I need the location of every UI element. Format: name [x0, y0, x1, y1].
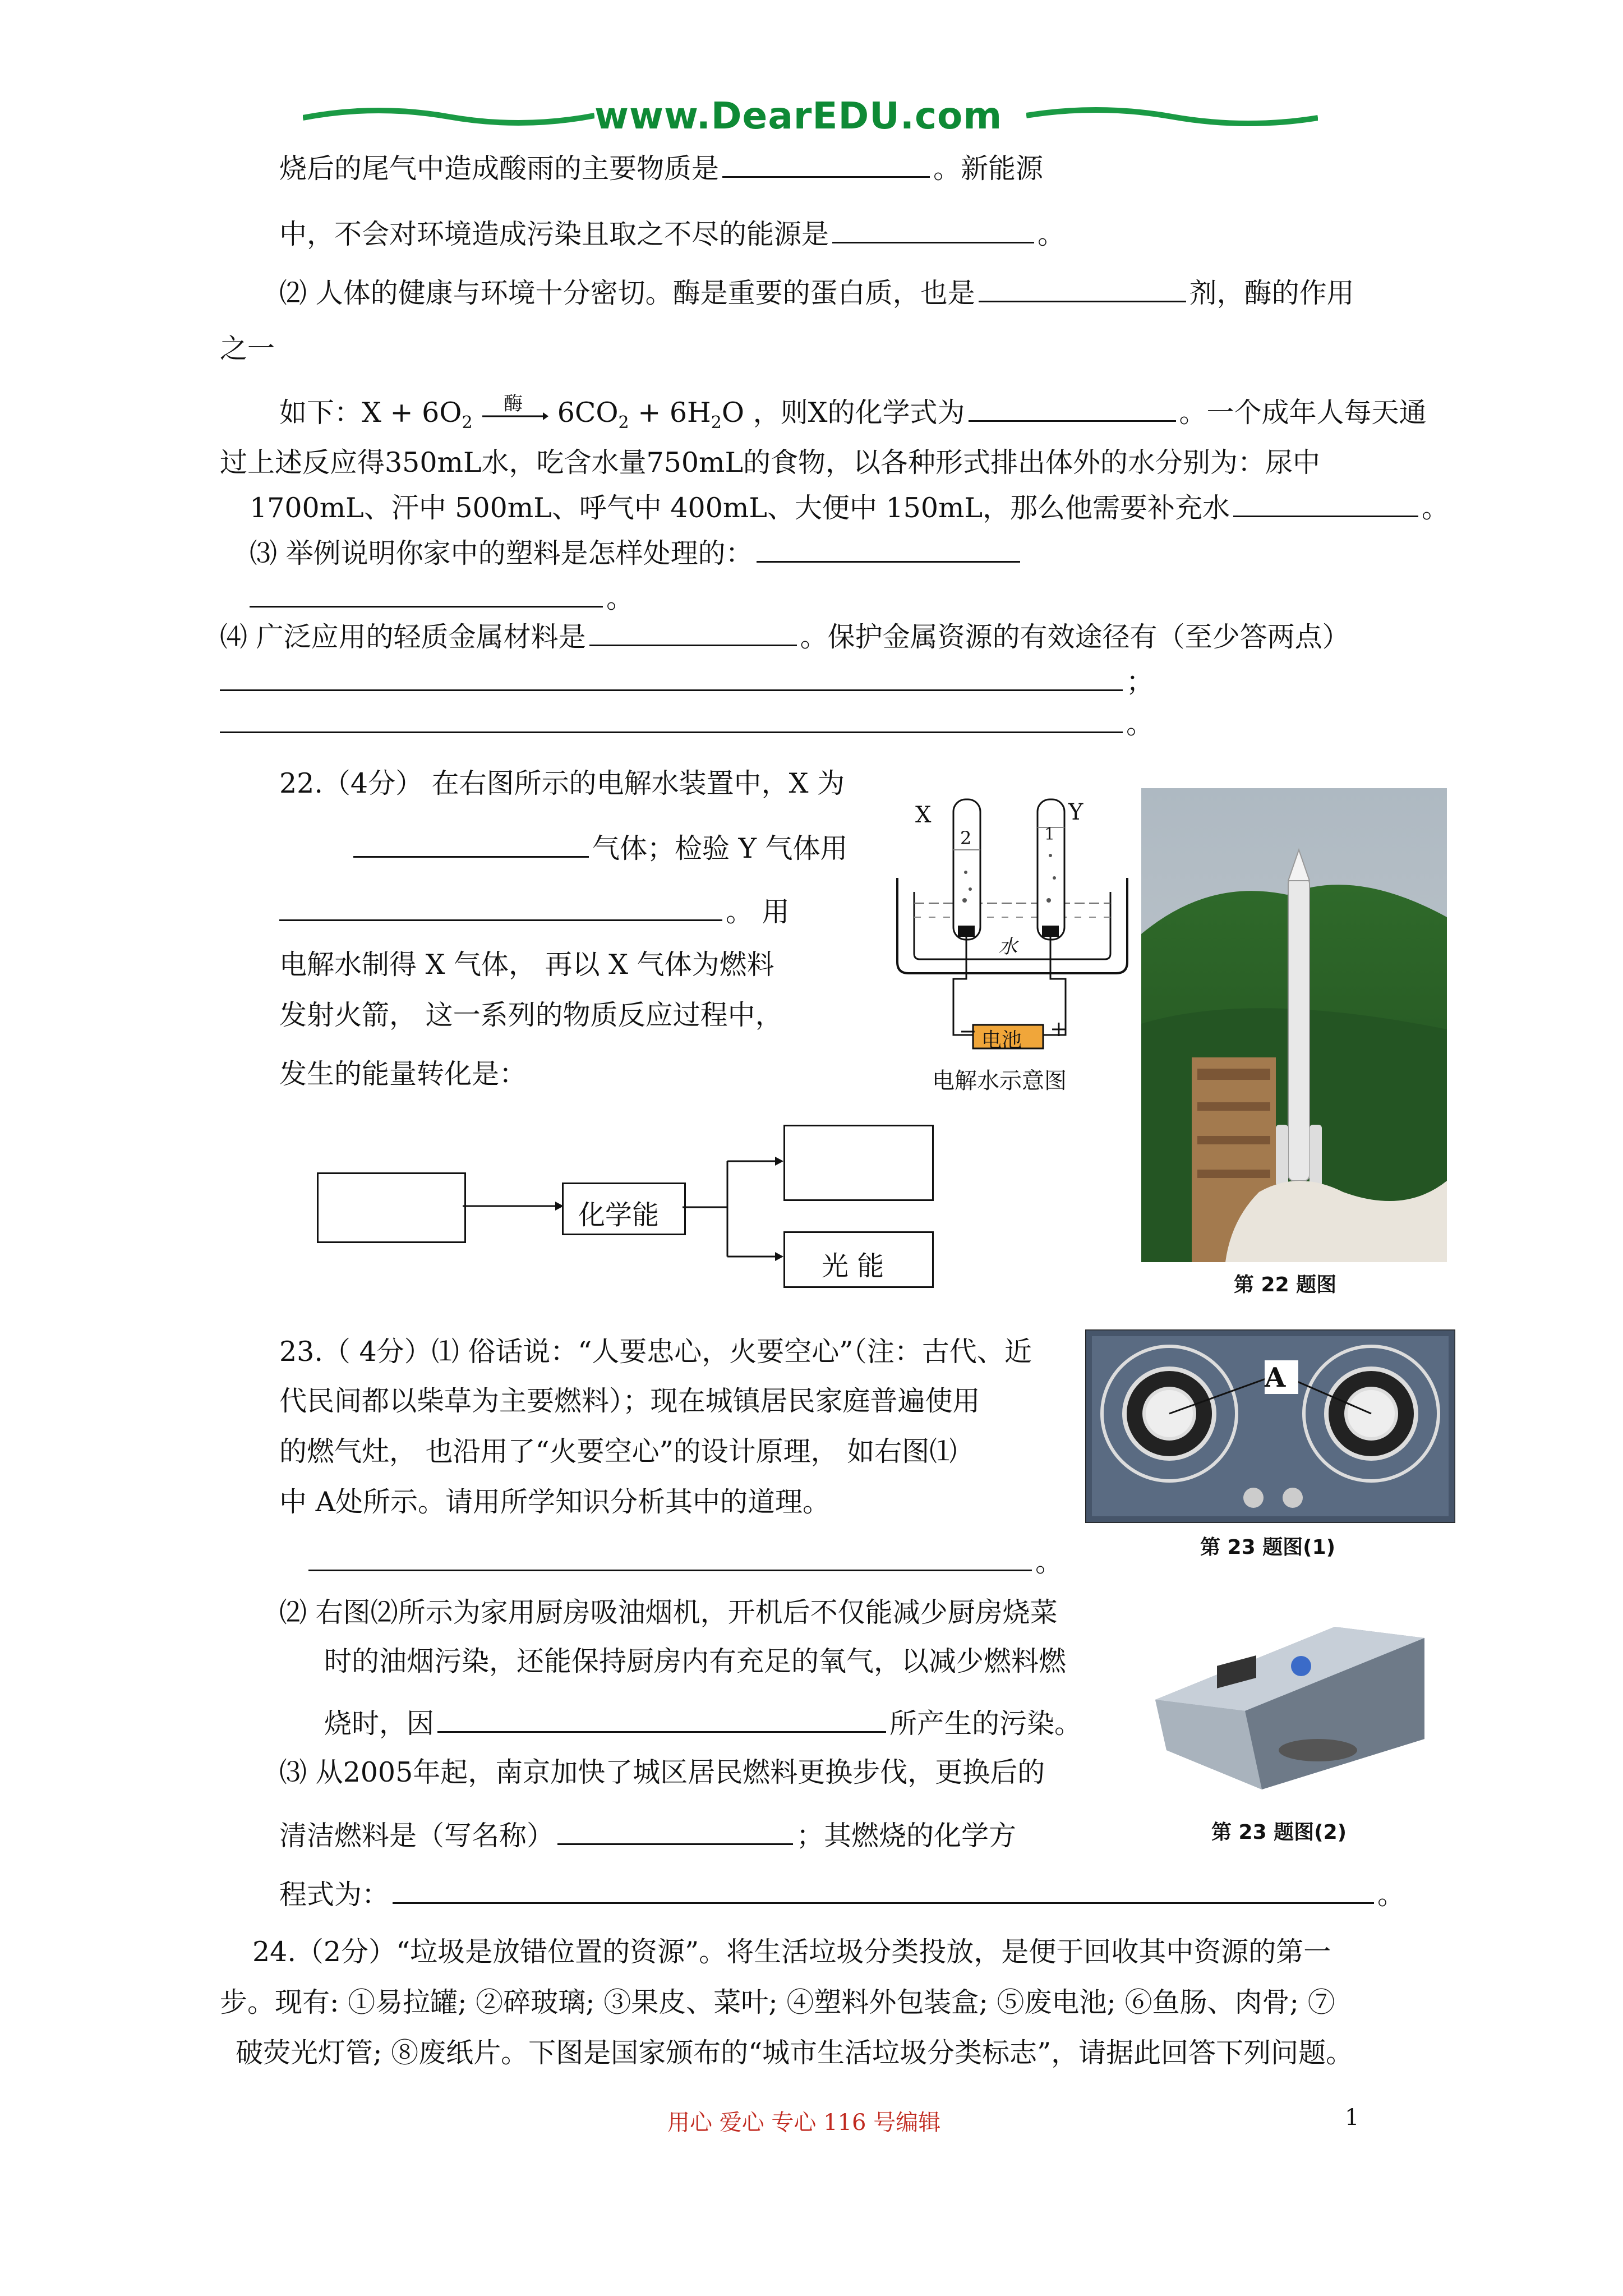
text-line: ⑶ 举例说明你家中的塑料是怎样处理的：	[250, 535, 1023, 570]
flow-branch-arrows	[683, 1139, 783, 1273]
equation-line: 如下：$X + 6O_2$ 酶 $6CO_2 + 6H_2O$ ，则X的化学式为 。一个成年人每天通	[279, 392, 1427, 432]
stove-label-a: A	[1265, 1362, 1286, 1393]
footer-text: 用心 爱心 专心 116 号编辑	[667, 2110, 941, 2136]
text-line: ⑷ 广泛应用的轻质金属材料是 。保护金属资源的有效途径有（至少答两点）	[220, 619, 1350, 654]
diagram-caption: 电解水示意图	[932, 1068, 1067, 1094]
text-line: 发生的能量转化是：	[279, 1058, 527, 1090]
header-wave-left	[303, 101, 594, 135]
range-hood-photo	[1133, 1604, 1424, 1803]
label-x: X	[915, 802, 932, 828]
text-line: 中，不会对环境造成污染且取之不尽的能源是 。	[279, 216, 1065, 251]
flow-arrow	[463, 1189, 564, 1223]
gas-stove-photo	[1085, 1329, 1455, 1523]
energy-box-output	[783, 1125, 934, 1201]
battery-minus: −	[959, 1019, 977, 1043]
text-line: 电解水制得 X 气体， 再以 X 气体为燃料	[279, 949, 774, 981]
text-line: 中 A处所示。请用所学知识分析其中的道理。	[279, 1486, 830, 1518]
text-line: 代民间都以柴草为主要燃料）；现在城镇居民家庭普遍使用	[279, 1385, 980, 1417]
text-line: 过上述反应得350mL水，吃含水量750mL的食物，以各种形式排出体外的水分别为：尿中	[220, 447, 1321, 478]
enzyme-arrow: 酶	[481, 404, 548, 426]
figure-caption-22: 第 22 题图	[1234, 1273, 1337, 1296]
text-line: 时的油烟污染，还能保持厨房内有充足的氧气，以减少燃料燃	[324, 1645, 1067, 1677]
text-line: 之一	[220, 333, 275, 365]
text-line: 烧时，因 所产生的污染。	[324, 1705, 1082, 1741]
text-line: ；	[220, 664, 1154, 699]
electrolysis-diagram	[880, 788, 1138, 1057]
text-line: 的燃气灶， 也沿用了“火要空心”的设计原理， 如右图⑴	[279, 1435, 957, 1467]
text-line: 清洁燃料是（写名称） ；其燃烧的化学方	[279, 1818, 1016, 1853]
tube-scale-2: 2	[960, 827, 972, 849]
text-line: 破荧光灯管; ⑧废纸片。下图是国家颁布的“城市生活垃圾分类标志”，请据此回答下列问题。	[236, 2037, 1354, 2069]
text-line: 24.（2分）“垃圾是放错位置的资源”。将生活垃圾分类投放，是便于回收其中资源的第一	[252, 1936, 1331, 1968]
figure-caption-23-1: 第 23 题图(1)	[1200, 1536, 1336, 1559]
text-line: 。	[250, 580, 634, 615]
tube-scale-1: 1	[1044, 825, 1055, 844]
text-line: 23.（ 4分）⑴ 俗话说：“人要忠心，火要空心”（注：古代、近	[279, 1336, 1032, 1368]
page-number: 1	[1345, 2105, 1359, 2131]
text-line: 气体；检验 Y 气体用	[353, 830, 848, 866]
text-line: 步。现有: ①易拉罐; ②碎玻璃; ③果皮、菜叶; ④塑料外包装盒; ⑤废电池; ⑥鱼肠、肉骨; ⑦	[220, 1986, 1335, 2018]
text-line: 。 用	[279, 894, 790, 929]
text-line: ⑵ 人体的健康与环境十分密切。酶是重要的蛋白质，也是 剂，酶的作用	[279, 275, 1354, 310]
water-label: 水	[998, 936, 1017, 958]
figure-caption-23-2: 第 23 题图(2)	[1211, 1821, 1347, 1844]
text-line: 发射火箭， 这一系列的物质反应过程中，	[279, 999, 783, 1031]
header-wave-right	[1026, 101, 1318, 135]
text-line: ⑵ 右图⑵所示为家用厨房吸油烟机，开机后不仅能减少厨房烧菜	[279, 1596, 1058, 1628]
text-line: 。	[220, 706, 1154, 741]
text-line: 。	[308, 1544, 1063, 1579]
battery-label: 电池	[981, 1029, 1022, 1052]
energy-box-start	[317, 1172, 466, 1243]
site-logo: www.DearEDU.com	[594, 94, 1003, 137]
text-line: 程式为： 。	[279, 1876, 1405, 1912]
text-line: 烧后的尾气中造成酸雨的主要物质是 。新能源	[279, 150, 1043, 186]
text-line: 1700mL、汗中 500mL、呼气中 400mL、大便中 150mL，那么他需要补充水 。	[250, 490, 1449, 525]
battery-plus: +	[1050, 1016, 1068, 1041]
text-line: 22.（4分） 在右图所示的电解水装置中，X 为	[279, 767, 845, 799]
text-line: ⑶ 从2005年起，南京加快了城区居民燃料更换步伐，更换后的	[279, 1756, 1045, 1788]
energy-box-chemical: 化学能	[562, 1182, 686, 1235]
label-y: Y	[1068, 799, 1083, 825]
rocket-launch-photo	[1141, 788, 1447, 1262]
energy-box-light: 光 能	[783, 1231, 934, 1288]
